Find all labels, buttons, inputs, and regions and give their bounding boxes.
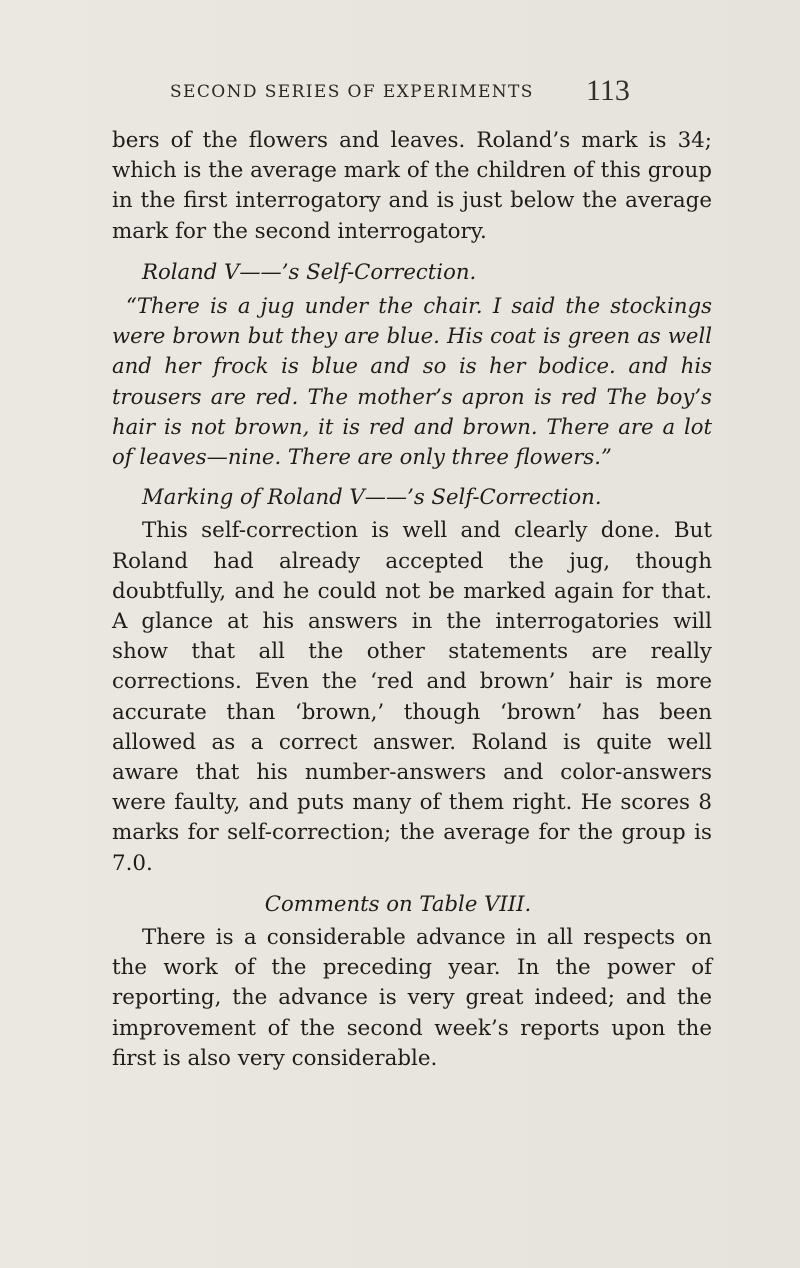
- section-heading-marking: Marking of Roland V——’s Self-Correction.: [142, 484, 602, 510]
- section-heading-self-correction: Roland V——’s Self-Correction.: [142, 258, 477, 284]
- page-number: 113: [586, 74, 630, 107]
- body-text: [112, 126, 712, 1074]
- paragraph-marking: This self-correction is well and clearly done. But Roland had already accepted the jug, though doubtfully, and he could not be marked again for that. A glance at his answers in the interrogatories will show that all the other statements are really corrections. Even the ‘red and brown’ hair is more accurate than ‘brown,’ though ‘brown’ has been allowed as a correct answer. Roland is quite well aware that his number-answers and color-answers were faulty, and puts many of them right. He scores 8 marks for self-correction; the average for the group is 7.0.: [112, 518, 712, 876]
- running-head: [0, 74, 800, 110]
- section-heading-comments: Comments on Table VIII.: [264, 890, 532, 916]
- paragraph-continuation: bers of the flowers and leaves. Roland’s mark is 34; which is the average mark of the children of this group in the first interrogatory and is just below the average mark for the second interrogatory.: [112, 128, 712, 244]
- running-title: SECOND SERIES OF EXPERIMENTS: [170, 82, 534, 102]
- paragraph-comments: There is a considerable advance in all respects on the work of the preceding year. In the power of reporting, the advance is very great indeed; and the improvement of the second week’s reports upon the first is also very considerable.: [112, 925, 712, 1071]
- quoted-self-correction: “There is a jug under the chair. I said the stockings were brown but they are blue. His coat is green as well and her frock is blue and so is her bodice. and his trousers are red. The mother’s apron is red The boy’s hair is not brown, it is red and brown. There are a lot of leaves—nine. There are only three flowers.”: [112, 293, 712, 470]
